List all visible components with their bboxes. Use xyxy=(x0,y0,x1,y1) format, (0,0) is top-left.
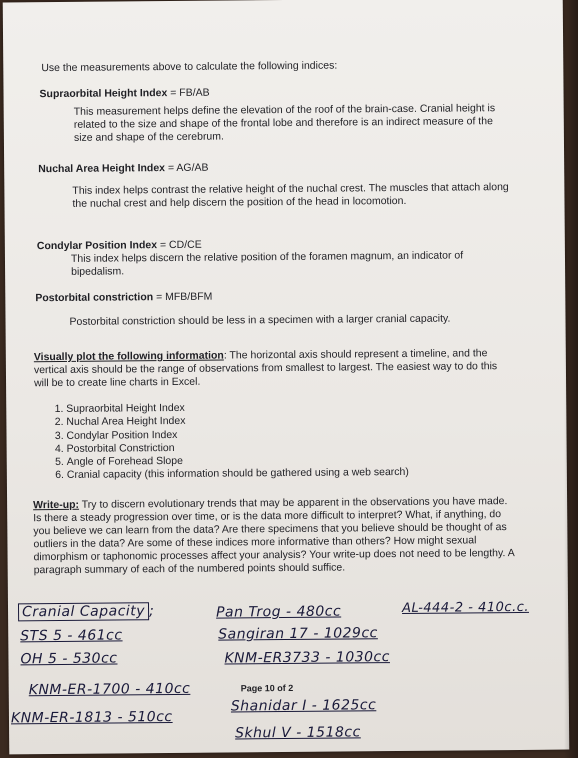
index-formula: = AG/AB xyxy=(167,161,209,175)
index-desc-postorbital: Postorbital constriction should be less in a specimen with a larger cranial capacity. xyxy=(69,312,451,328)
index-heading-postorbital xyxy=(35,291,212,306)
writeup-text xyxy=(33,495,518,577)
index-title: Condylar Position Index xyxy=(36,239,158,253)
list-item: 1. Supraorbital Height Index xyxy=(66,400,408,416)
photo-edge-shadow xyxy=(564,0,578,758)
index-desc-nuchal: This index helps contrast the relative height of the nuchal crest. The muscles that attach along the nuchal crest and help discern the position of the head in locomotion. xyxy=(72,181,509,210)
plot-text: : The horizontal axis should represent a timeline, and the vertical axis should be the range of observations from smallest to largest. The easiest way to do this will be to create line charts in Excel. xyxy=(33,347,498,390)
list-item: 5. Angle of Forehead Slope xyxy=(67,453,409,469)
handwritten-entry: KNM-ER-1813 - 510cc xyxy=(10,709,173,727)
handwritten-entry: AL-444-2 - 410c.c. xyxy=(401,599,530,616)
list-item: 4. Postorbital Constriction xyxy=(67,440,409,456)
index-heading-supraorbital xyxy=(39,87,209,101)
handwritten-entry: Skhul V - 1518cc xyxy=(235,724,361,742)
index-title: Postorbital constriction xyxy=(35,291,154,305)
index-formula: = CD/CE xyxy=(159,238,202,252)
handwritten-entry: STS 5 - 461cc xyxy=(20,627,123,645)
list-item: 3. Condylar Position Index xyxy=(66,427,408,443)
list-item: 2. Nuchal Area Height Index xyxy=(66,413,408,429)
handwritten-entry: Shanidar I - 1625cc xyxy=(230,697,377,715)
list-item: 6. Cranial capacity (this information should be gathered using a web search) xyxy=(67,466,409,482)
index-title: Nuchal Area Height Index xyxy=(38,162,166,176)
index-formula: = FB/AB xyxy=(170,86,210,99)
plot-items-list xyxy=(34,400,409,483)
worksheet-page xyxy=(3,0,570,754)
handwritten-entry: KNM-ER-1700 - 410cc xyxy=(28,680,191,699)
page-number: Page 10 of 2 xyxy=(240,682,294,694)
handwritten-entry: Pan Trog - 480cc xyxy=(215,603,342,621)
index-desc-supraorbital: This measurement helps define the elevation of the roof of the brain-case. Cranial height is related to the size and shape of the frontal lobe and therefore is an indirect measure of the size and shape of the cerebrum. xyxy=(73,102,496,144)
handwritten-entry: Sangiran 17 - 1029cc xyxy=(218,625,378,643)
intro-text: Use the measurements above to calculate the following indices: xyxy=(41,59,338,75)
plot-instructions xyxy=(34,347,514,390)
index-heading-nuchal xyxy=(38,162,208,176)
handwritten-entry: KNM-ER3733 - 1030cc xyxy=(224,649,390,667)
index-desc-condylar: This index helps discern the relative position of the foramen magnum, an indicator of bipedalism. xyxy=(70,249,464,278)
handwritten-heading: Cranial Capacity ; xyxy=(18,603,154,620)
index-title: Supraorbital Height Index xyxy=(39,87,168,101)
handwritten-entry: OH 5 - 530cc xyxy=(20,650,118,668)
writeup-heading: Write-up: xyxy=(33,498,80,512)
index-formula: = MFB/BFM xyxy=(156,290,213,304)
writeup-body: Try to discern evolutionary trends that may be apparent in the observations you have made. Is there a steady progression over time, or is the data more difficult to interpret? What, if anything, do you believe we can learn from the data? Are there specimens that you believe should be thought of as outliers in the data? Are some of these indices more informative than others? How might sexual dimorphism or taphonomic processes affect your analysis? Your write-up does not need to be lengthy. A paragraph summary of each of the numbered points should suffice. xyxy=(33,495,515,577)
plot-heading: Visually plot the following information xyxy=(33,349,224,364)
